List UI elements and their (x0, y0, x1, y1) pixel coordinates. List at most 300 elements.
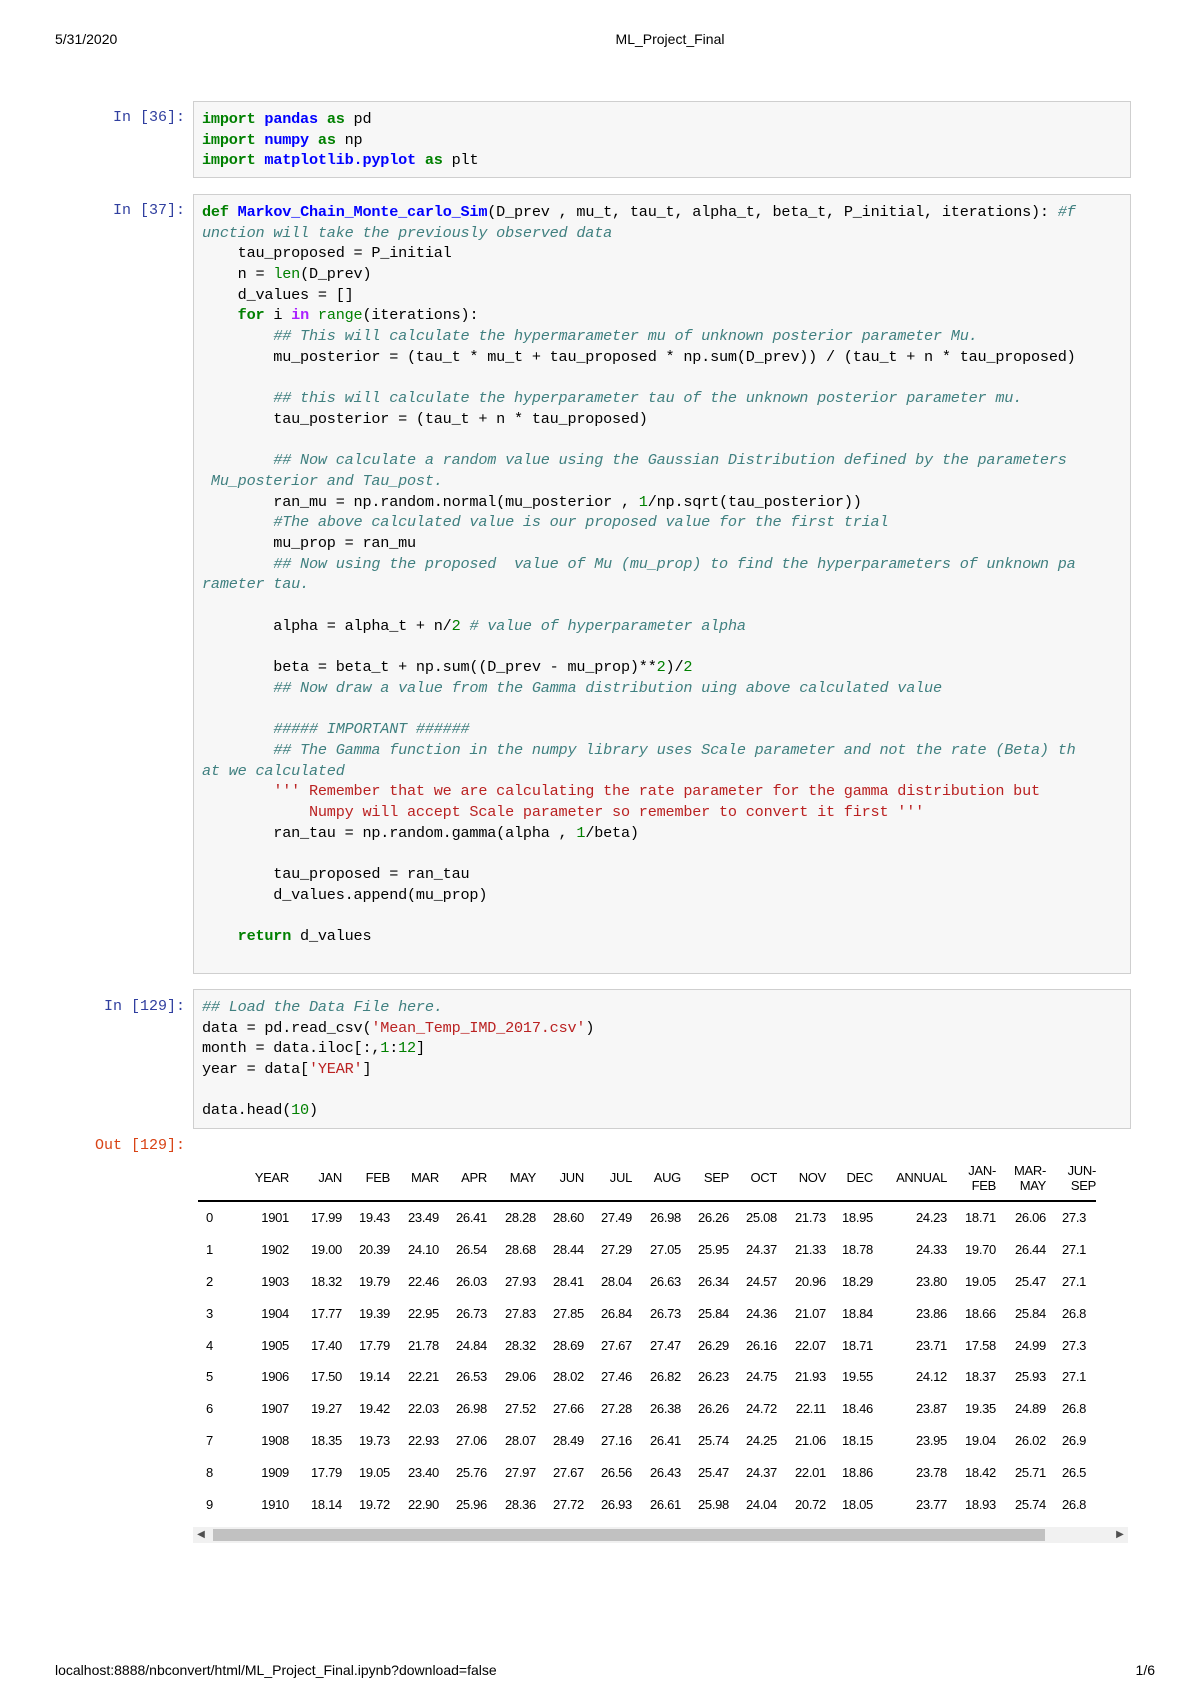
code-line (202, 719, 1130, 740)
code-line (202, 843, 1130, 864)
table-cell: 27.47 (649, 1337, 681, 1353)
table-row (198, 1393, 1096, 1425)
code-token: Markov_Chain_Monte_carlo_Sim (237, 203, 488, 221)
table-cell: 17.58 (964, 1337, 996, 1353)
code-token: import (202, 110, 256, 128)
table-cell: 28.02 (552, 1369, 584, 1385)
code-line (202, 781, 1130, 802)
code-token (229, 203, 238, 221)
table-cell: 27.3 (1062, 1337, 1087, 1353)
code-line (202, 595, 1130, 616)
table-cell: 18.95 (841, 1210, 873, 1226)
code-token: range (317, 306, 363, 325)
table-cell: 18.86 (841, 1464, 873, 1480)
table-cell: 18.66 (964, 1305, 996, 1321)
code-line (202, 1018, 1130, 1039)
code-token: tau_posterior = (tau_t + n * tau_proposed) (202, 409, 648, 428)
table-cell: 26.06 (1014, 1210, 1046, 1226)
code-token: beta = beta_t + np.sum((D_prev - mu_prop)** (202, 658, 657, 677)
table-cell: 29.06 (504, 1369, 536, 1385)
code-token: pd (344, 110, 372, 128)
code-token (416, 151, 425, 169)
code-token: 2 (451, 616, 461, 635)
code-token: at we calculated (202, 761, 345, 780)
table-cell: 23.71 (915, 1337, 947, 1353)
table-cell: 27.85 (552, 1305, 584, 1321)
column-header: JAN (289, 1155, 342, 1201)
code-token: 12 (398, 1039, 416, 1058)
table-cell: 22.46 (407, 1273, 439, 1289)
table-cell: 19.72 (358, 1496, 390, 1512)
column-header: FEB (342, 1155, 390, 1201)
table-cell: 27.49 (600, 1210, 632, 1226)
code-token: (D_prev , mu_t, tau_t, alpha_t, beta_t, P_initial, iterations): (487, 203, 1058, 221)
table-cell: 19.05 (358, 1464, 390, 1480)
table-cell: 26.73 (455, 1305, 487, 1321)
table-cell: 24.72 (745, 1401, 777, 1417)
row-index: 2 (206, 1273, 213, 1289)
cell-prompt: In [129]: (103, 998, 185, 1015)
column-header: JUN- SEP (1046, 1155, 1096, 1201)
code-token: /beta) (585, 823, 639, 842)
code-token: plt (442, 151, 479, 170)
code-token: /np.sqrt(tau_posterior)) (647, 492, 862, 511)
code-line (202, 130, 1130, 151)
table-cell: 25.47 (697, 1464, 729, 1480)
code-line (202, 657, 1130, 678)
code-cell-imports[interactable] (193, 101, 1131, 178)
column-header: MAR- MAY (996, 1155, 1046, 1201)
column-header: AUG (632, 1155, 681, 1201)
table-cell: 21.06 (794, 1432, 826, 1448)
table-cell: 17.77 (310, 1305, 342, 1321)
table-cell: 23.78 (915, 1464, 947, 1480)
row-index: 4 (206, 1337, 213, 1353)
code-line (202, 305, 1130, 326)
table-cell: 19.43 (358, 1210, 390, 1226)
table-cell: 25.96 (455, 1496, 487, 1512)
code-token: 1 (638, 492, 648, 511)
code-line (202, 512, 1130, 533)
table-cell: 1903 (261, 1273, 289, 1289)
code-token: in (291, 306, 309, 325)
row-index: 1 (206, 1242, 213, 1258)
code-line (202, 264, 1130, 285)
table-cell: 26.84 (600, 1305, 632, 1321)
code-line (202, 533, 1130, 554)
code-cell-load-data[interactable] (193, 989, 1131, 1129)
column-header: JUL (584, 1155, 632, 1201)
table-cell: 28.69 (552, 1337, 584, 1353)
code-token: 'Mean_Temp_IMD_2017.csv' (371, 1018, 586, 1037)
code-editor[interactable] (194, 102, 1130, 171)
code-line (202, 388, 1130, 409)
table-cell: 26.56 (600, 1464, 632, 1480)
column-header: YEAR (234, 1155, 289, 1201)
table-cell: 25.98 (697, 1496, 729, 1512)
table-cell: 26.98 (649, 1210, 681, 1226)
table-cell: 23.95 (915, 1432, 947, 1448)
table-cell: 28.07 (504, 1432, 536, 1448)
table-cell: 18.37 (964, 1369, 996, 1385)
table-cell: 21.78 (407, 1337, 439, 1353)
code-token: import (202, 130, 256, 149)
table-cell: 26.54 (455, 1242, 487, 1258)
table-cell: 26.34 (697, 1273, 729, 1289)
code-token: #f (1057, 203, 1076, 221)
code-token: ran_tau = np.random.gamma(alpha , (202, 823, 577, 842)
table-cell: 22.11 (795, 1401, 826, 1417)
table-cell: 26.93 (600, 1496, 632, 1512)
code-token: ##### IMPORTANT ###### (273, 720, 470, 739)
table-cell: 26.44 (1014, 1242, 1046, 1258)
table-cell: 27.52 (504, 1401, 536, 1417)
table-cell: 22.93 (407, 1432, 439, 1448)
table-cell: 19.00 (310, 1242, 342, 1258)
table-cell: 27.46 (600, 1369, 632, 1385)
table-cell: 18.05 (841, 1496, 873, 1512)
code-token: data.head( (202, 1101, 292, 1120)
code-token (202, 451, 273, 469)
code-line (202, 492, 1130, 513)
table-cell: 28.68 (504, 1242, 536, 1258)
code-token: import (202, 151, 256, 170)
code-token: pandas (264, 110, 318, 128)
code-line (202, 885, 1130, 906)
code-token: return (237, 927, 292, 946)
dataframe-table (198, 1155, 1096, 1520)
code-token: ## This will calculate the hypermarameter mu of unknown posterior parameter Mu. (273, 327, 978, 346)
code-token: ## The Gamma function in the numpy library uses Scale parameter and not the rate (Beta) th (273, 740, 1076, 759)
table-cell: 26.9 (1062, 1432, 1087, 1448)
table-cell: 27.06 (455, 1432, 487, 1448)
table-cell: 24.75 (745, 1369, 777, 1385)
code-token (309, 306, 318, 324)
code-line (202, 678, 1130, 699)
column-header: JAN- FEB (947, 1155, 996, 1201)
table-cell: 27.1 (1062, 1242, 1087, 1258)
table-cell: 25.76 (455, 1464, 487, 1480)
code-line (202, 243, 1130, 264)
table-cell: 24.36 (745, 1305, 777, 1321)
table-cell: 27.66 (552, 1401, 584, 1417)
code-line (202, 430, 1130, 451)
table-cell: 24.57 (745, 1273, 777, 1289)
table-cell: 27.3 (1062, 1210, 1087, 1226)
table-cell: 28.60 (552, 1210, 584, 1226)
table-cell: 23.86 (915, 1305, 947, 1321)
code-token: 10 (291, 1101, 309, 1120)
print-url: localhost:8888/nbconvert/html/ML_Project_Final.ipynb?download=false (55, 1662, 497, 1678)
table-cell: 25.84 (1014, 1305, 1046, 1321)
code-token: : (389, 1039, 399, 1058)
code-line (202, 326, 1130, 347)
code-token (202, 720, 273, 738)
code-token (202, 513, 273, 531)
scrollbar-thumb[interactable] (213, 1529, 1045, 1541)
table-cell: 28.49 (552, 1432, 584, 1448)
code-token (202, 803, 273, 821)
table-cell: 21.07 (794, 1305, 826, 1321)
code-token: 1 (576, 823, 586, 842)
table-cell: 19.05 (964, 1273, 996, 1289)
code-token (202, 927, 238, 945)
code-token: 2 (683, 658, 693, 677)
table-cell: 18.14 (310, 1496, 342, 1512)
code-token: d_values.append(mu_prop) (202, 885, 488, 904)
code-token: numpy (264, 130, 309, 149)
table-cell: 19.39 (358, 1305, 390, 1321)
code-line (202, 109, 1130, 130)
table-cell: 18.93 (964, 1496, 996, 1512)
print-title: ML_Project_Final (615, 31, 725, 47)
code-token: Mu_posterior and Tau_post. (202, 471, 443, 490)
code-token: as (317, 130, 336, 149)
code-token: ) (585, 1018, 595, 1037)
code-token: data = pd.read_csv( (202, 1018, 372, 1037)
table-cell: 25.74 (1014, 1496, 1046, 1512)
table-cell: 27.1 (1062, 1273, 1087, 1289)
table-cell: 18.42 (964, 1464, 996, 1480)
table-cell: 17.40 (310, 1337, 342, 1353)
table-cell: 25.84 (697, 1305, 729, 1321)
table-cell: 17.79 (310, 1464, 342, 1480)
table-cell: 26.8 (1062, 1305, 1087, 1321)
code-line (202, 223, 1130, 244)
code-token: )/ (665, 658, 684, 677)
code-line (202, 150, 1130, 171)
code-token: as (424, 151, 443, 170)
code-token: matplotlib.pyplot (264, 151, 416, 170)
table-cell: 19.73 (358, 1432, 390, 1448)
code-line (202, 347, 1130, 368)
code-line (202, 574, 1130, 595)
table-row (198, 1425, 1096, 1457)
table-cell: 20.96 (794, 1273, 826, 1289)
table-cell: 24.37 (745, 1242, 777, 1258)
row-index: 9 (206, 1496, 213, 1512)
table-cell: 1901 (261, 1210, 289, 1226)
column-header: MAY (487, 1155, 536, 1201)
code-token (309, 131, 318, 149)
table-cell: 26.82 (649, 1369, 681, 1385)
table-cell: 1909 (261, 1464, 289, 1480)
column-header: JUN (536, 1155, 584, 1201)
code-line (202, 450, 1130, 471)
table-cell: 26.29 (697, 1337, 729, 1353)
column-header (198, 1155, 234, 1201)
code-token (202, 306, 238, 324)
code-token: tau_proposed = P_initial (202, 244, 452, 263)
table-cell: 26.03 (455, 1273, 487, 1289)
code-token (202, 555, 273, 573)
code-token: d_values = [] (202, 285, 354, 304)
code-token: Numpy will accept Scale parameter so remember to convert it first ''' (273, 802, 925, 821)
table-cell: 27.67 (600, 1337, 632, 1353)
code-editor[interactable] (194, 195, 1130, 947)
table-cell: 24.84 (455, 1337, 487, 1353)
table-cell: 24.37 (745, 1464, 777, 1480)
table-cell: 26.02 (1014, 1432, 1046, 1448)
table-cell: 26.63 (649, 1273, 681, 1289)
cell-prompt: In [36]: (112, 109, 185, 126)
code-line (202, 554, 1130, 575)
table-cell: 1905 (261, 1337, 289, 1353)
code-token: rameter tau. (202, 575, 309, 594)
table-cell: 18.15 (841, 1432, 873, 1448)
code-token: ## Now calculate a random value using the Gaussian Distribution defined by the parameters (273, 451, 1067, 470)
table-cell: 24.99 (1014, 1337, 1046, 1353)
table-cell: 28.44 (552, 1242, 584, 1258)
table-cell: 26.61 (649, 1496, 681, 1512)
table-cell: 22.90 (407, 1496, 439, 1512)
code-token: 1 (380, 1039, 390, 1058)
code-line (202, 926, 1130, 947)
table-cell: 27.67 (552, 1464, 584, 1480)
table-cell: 26.43 (649, 1464, 681, 1480)
table-cell: 17.99 (310, 1210, 342, 1226)
code-line (202, 409, 1130, 430)
code-line (202, 1059, 1130, 1080)
table-cell: 27.16 (600, 1432, 632, 1448)
table-cell: 26.41 (455, 1210, 487, 1226)
table-cell: 25.08 (745, 1210, 777, 1226)
code-token (202, 389, 273, 407)
table-row (198, 1456, 1096, 1488)
table-cell: 28.36 (504, 1496, 536, 1512)
row-index: 7 (206, 1432, 213, 1448)
code-token: ) (308, 1101, 318, 1120)
table-cell: 24.23 (915, 1210, 947, 1226)
code-line (202, 471, 1130, 492)
code-editor[interactable] (194, 990, 1130, 1121)
code-token: year = data[ (202, 1060, 309, 1079)
code-token: def (202, 203, 229, 221)
table-cell: 19.55 (841, 1369, 873, 1385)
table-cell: 28.04 (600, 1273, 632, 1289)
table-cell: 27.97 (504, 1464, 536, 1480)
code-token: ## Now draw a value from the Gamma distribution uing above calculated value (273, 678, 942, 697)
code-token: np (335, 130, 363, 149)
table-row (198, 1234, 1096, 1266)
code-line (202, 905, 1130, 926)
dataframe-output (198, 1155, 1128, 1525)
table-row (198, 1297, 1096, 1329)
table-cell: 21.33 (794, 1242, 826, 1258)
horizontal-scrollbar[interactable] (193, 1527, 1128, 1543)
column-header: SEP (681, 1155, 729, 1201)
code-token: #The above calculated value is our proposed value for the first trial (273, 513, 889, 532)
table-header-row (198, 1155, 1096, 1201)
table-row (198, 1361, 1096, 1393)
scroll-left-arrow-icon[interactable]: ◀ (197, 1529, 205, 1540)
code-line (202, 1100, 1130, 1121)
table-cell: 26.26 (697, 1210, 729, 1226)
code-token: i (264, 306, 292, 325)
table-cell: 1908 (261, 1432, 289, 1448)
table-cell: 22.21 (407, 1369, 439, 1385)
table-cell: 27.29 (600, 1242, 632, 1258)
table-cell: 18.29 (841, 1273, 873, 1289)
table-cell: 18.32 (310, 1273, 342, 1289)
code-line (202, 864, 1130, 885)
column-header: OCT (729, 1155, 777, 1201)
code-token: mu_prop = ran_mu (202, 534, 416, 552)
table-cell: 21.93 (794, 1369, 826, 1385)
code-line (202, 802, 1130, 823)
table-cell: 1910 (261, 1496, 289, 1512)
row-index: 8 (206, 1464, 213, 1480)
table-cell: 24.33 (915, 1242, 947, 1258)
table-cell: 19.70 (964, 1242, 996, 1258)
table-cell: 17.79 (358, 1337, 390, 1353)
table-cell: 24.04 (745, 1496, 777, 1512)
row-index: 0 (206, 1210, 213, 1226)
code-token: ''' Remember that we are calculating the rate parameter for the gamma distribution but (273, 782, 1040, 801)
code-line (202, 636, 1130, 657)
code-token: as (326, 110, 345, 128)
table-cell: 26.8 (1062, 1401, 1087, 1417)
table-cell: 23.80 (915, 1273, 947, 1289)
table-cell: 23.87 (915, 1401, 947, 1417)
code-line (202, 616, 1130, 637)
table-cell: 24.25 (745, 1432, 777, 1448)
table-cell: 27.1 (1062, 1369, 1087, 1385)
table-cell: 1907 (261, 1401, 289, 1417)
table-cell: 26.41 (649, 1432, 681, 1448)
table-cell: 25.93 (1014, 1369, 1046, 1385)
table-cell: 27.05 (649, 1242, 681, 1258)
table-row (198, 1201, 1096, 1234)
table-cell: 19.42 (358, 1401, 390, 1417)
table-cell: 23.40 (407, 1464, 439, 1480)
code-token: ran_mu = np.random.normal(mu_posterior , (202, 492, 639, 511)
table-cell: 19.04 (964, 1432, 996, 1448)
code-token: d_values (291, 927, 372, 946)
code-token (202, 679, 273, 697)
column-header: APR (439, 1155, 487, 1201)
code-token: unction will take the previously observed data (202, 223, 613, 242)
code-line (202, 202, 1130, 223)
code-token: ## Load the Data File here. (202, 998, 443, 1016)
code-cell-mcmc-function[interactable] (193, 194, 1131, 974)
table-cell: 23.77 (915, 1496, 947, 1512)
column-header: DEC (826, 1155, 873, 1201)
table-cell: 19.35 (964, 1401, 996, 1417)
code-token (202, 782, 273, 800)
table-cell: 27.72 (552, 1496, 584, 1512)
table-cell: 21.73 (794, 1210, 826, 1226)
table-cell: 18.46 (841, 1401, 873, 1417)
code-token: 'YEAR' (308, 1060, 363, 1079)
code-token: mu_posterior = (tau_t * mu_t + tau_proposed * np.sum(D_prev)) / (tau_t + n * tau_proposed) (202, 347, 1076, 366)
table-cell: 19.14 (358, 1369, 390, 1385)
code-line (202, 285, 1130, 306)
table-cell: 26.53 (455, 1369, 487, 1385)
column-header: NOV (777, 1155, 826, 1201)
table-cell: 22.07 (794, 1337, 826, 1353)
table-cell: 24.89 (1014, 1401, 1046, 1417)
table-cell: 27.83 (504, 1305, 536, 1321)
table-cell: 1906 (261, 1369, 289, 1385)
scroll-right-arrow-icon[interactable]: ▶ (1116, 1529, 1124, 1540)
table-cell: 19.79 (358, 1273, 390, 1289)
table-cell: 26.8 (1062, 1496, 1087, 1512)
table-cell: 25.74 (697, 1432, 729, 1448)
table-cell: 24.12 (915, 1369, 947, 1385)
code-line (202, 761, 1130, 782)
table-cell: 22.01 (794, 1464, 826, 1480)
